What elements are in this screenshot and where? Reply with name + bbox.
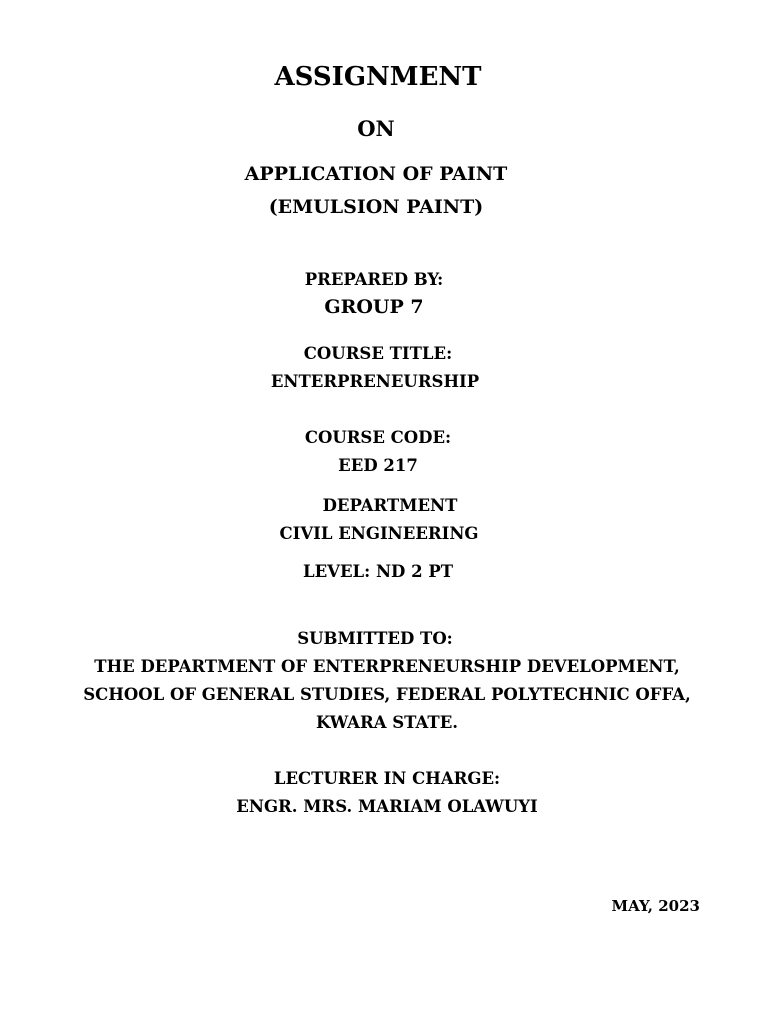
prepared-by-value: GROUP 7 bbox=[324, 296, 424, 318]
topic-line-2: (EMULSION PAINT) bbox=[268, 196, 484, 218]
lecturer-value: ENGR. MRS. MARIAM OLAWUYI bbox=[236, 797, 538, 816]
submitted-to-line-1: THE DEPARTMENT OF ENTERPRENEURSHIP DEVELOPMENT, bbox=[94, 657, 680, 676]
submission-date: MAY, 2023 bbox=[611, 897, 700, 915]
course-code-value: EED 217 bbox=[338, 456, 418, 475]
level-text: LEVEL: ND 2 PT bbox=[302, 562, 454, 581]
document-title: ASSIGNMENT bbox=[274, 62, 482, 92]
prepared-by-label: PREPARED BY: bbox=[304, 270, 444, 289]
topic-line-1: APPLICATION OF PAINT bbox=[244, 163, 508, 185]
course-code-label: COURSE CODE: bbox=[304, 428, 452, 447]
submitted-to-line-3: KWARA STATE. bbox=[315, 713, 459, 732]
course-title-value: ENTERPRENEURSHIP bbox=[270, 372, 480, 391]
department-value: CIVIL ENGINEERING bbox=[279, 524, 479, 543]
submitted-to-label: SUBMITTED TO: bbox=[297, 629, 453, 648]
title-connector: ON bbox=[357, 116, 395, 141]
department-label: DEPARTMENT bbox=[322, 496, 458, 515]
course-title-label: COURSE TITLE: bbox=[303, 344, 453, 363]
submitted-to-line-2: SCHOOL OF GENERAL STUDIES, FEDERAL POLYTECHNIC OFFA, bbox=[83, 685, 691, 704]
lecturer-label: LECTURER IN CHARGE: bbox=[273, 769, 501, 788]
